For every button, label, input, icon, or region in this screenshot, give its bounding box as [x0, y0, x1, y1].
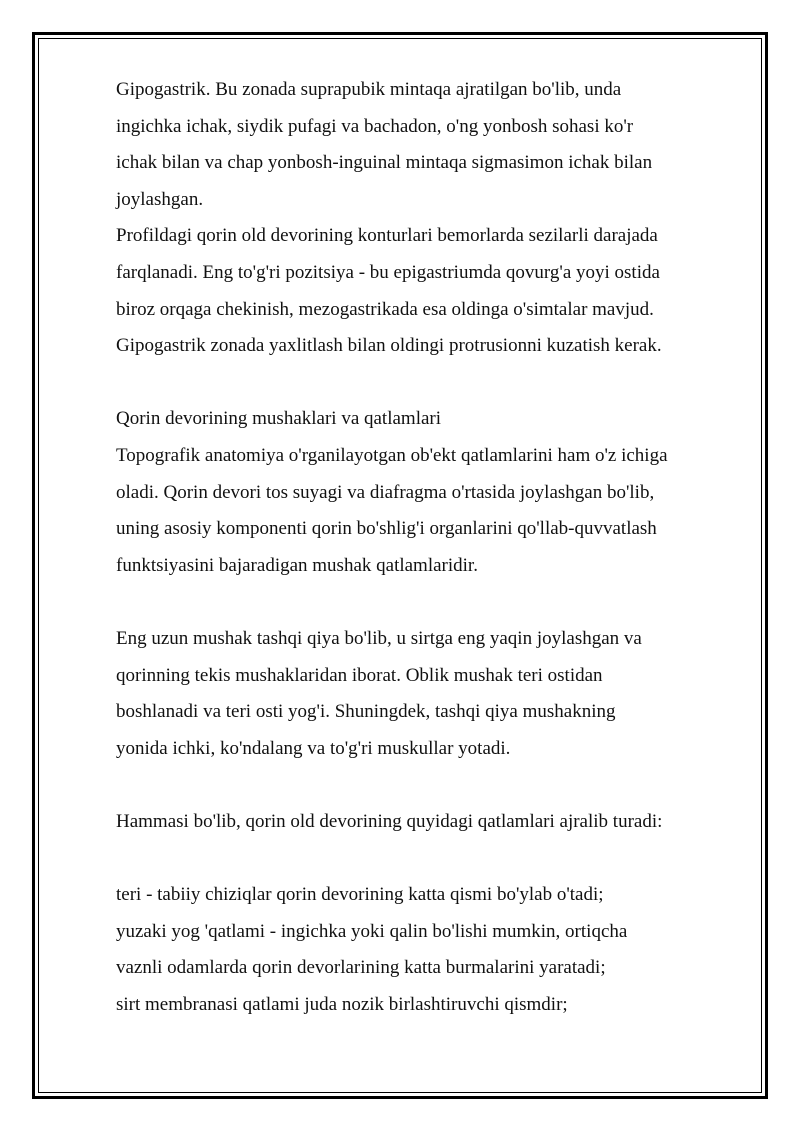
paragraph-profil [116, 218, 756, 364]
list-item: vaznli odamlarda qorin devorlarining katta burmalarini yaratadi; [116, 957, 606, 979]
blank-line [116, 365, 756, 402]
text-line: oladi. Qorin devori tos suyagi va diafragma o'rtasida joylashgan bo'lib, [116, 481, 655, 503]
text-line: ingichka ichak, siydik pufagi va bachadon, o'ng yonbosh sohasi ko'r [116, 115, 634, 137]
text-line: Hammasi bo'lib, qorin old devorining quyidagi qatlamlari ajralib turadi: [116, 810, 663, 832]
paragraph-gipogastrik [116, 72, 756, 218]
document-body [116, 72, 756, 1023]
text-line: yonida ichki, ko'ndalang va to'g'ri muskullar yotadi. [116, 737, 511, 759]
text-line: Eng uzun mushak tashqi qiya bo'lib, u sirtga eng yaqin joylashgan va [116, 627, 642, 649]
text-line: uning asosiy komponenti qorin bo'shlig'i organlarini qo'llab-quvvatlash [116, 518, 657, 540]
text-line: Profildagi qorin old devorining konturlari bemorlarda sezilarli darajada [116, 225, 658, 247]
section-mushaklar [116, 401, 756, 584]
list-item: sirt membranasi qatlami juda nozik birlashtiruvchi qismdir; [116, 993, 568, 1015]
text-line: biroz orqaga chekinish, mezogastrikada esa oldinga o'simtalar mavjud. [116, 298, 654, 320]
paragraph-qatlamlar-list [116, 877, 756, 1023]
text-line: joylashgan. [116, 188, 204, 210]
blank-line [116, 840, 756, 877]
text-line: funktsiyasini bajaradigan mushak qatlamlaridir. [116, 554, 478, 576]
list-item: teri - tabiiy chiziqlar qorin devorining katta qismi bo'ylab o'tadi; [116, 884, 604, 906]
text-line: farqlanadi. Eng to'g'ri pozitsiya - bu epigastriumda qovurg'a yoyi ostida [116, 261, 660, 283]
text-line: ichak bilan va chap yonbosh-inguinal mintaqa sigmasimon ichak bilan [116, 152, 653, 174]
section-heading: Qorin devorining mushaklari va qatlamlari [116, 408, 442, 430]
text-line: Topografik anatomiya o'rganilayotgan ob'ekt qatlamlarini ham o'z ichiga [116, 444, 668, 466]
paragraph-hammasi [116, 804, 756, 841]
blank-line [116, 584, 756, 621]
text-line: qorinning tekis mushaklaridan iborat. Oblik mushak teri ostidan [116, 664, 603, 686]
blank-line [116, 767, 756, 804]
text-line: Gipogastrik zonada yaxlitlash bilan oldingi protrusionni kuzatish kerak. [116, 335, 662, 357]
text-line: boshlanadi va teri osti yog'i. Shuningdek, tashqi qiya mushakning [116, 701, 616, 723]
paragraph-tashqi-qiya [116, 621, 756, 767]
list-item: yuzaki yog 'qatlami - ingichka yoki qalin bo'lishi mumkin, ortiqcha [116, 920, 628, 942]
text-line: Gipogastrik. Bu zonada suprapubik mintaqa ajratilgan bo'lib, unda [116, 79, 622, 100]
